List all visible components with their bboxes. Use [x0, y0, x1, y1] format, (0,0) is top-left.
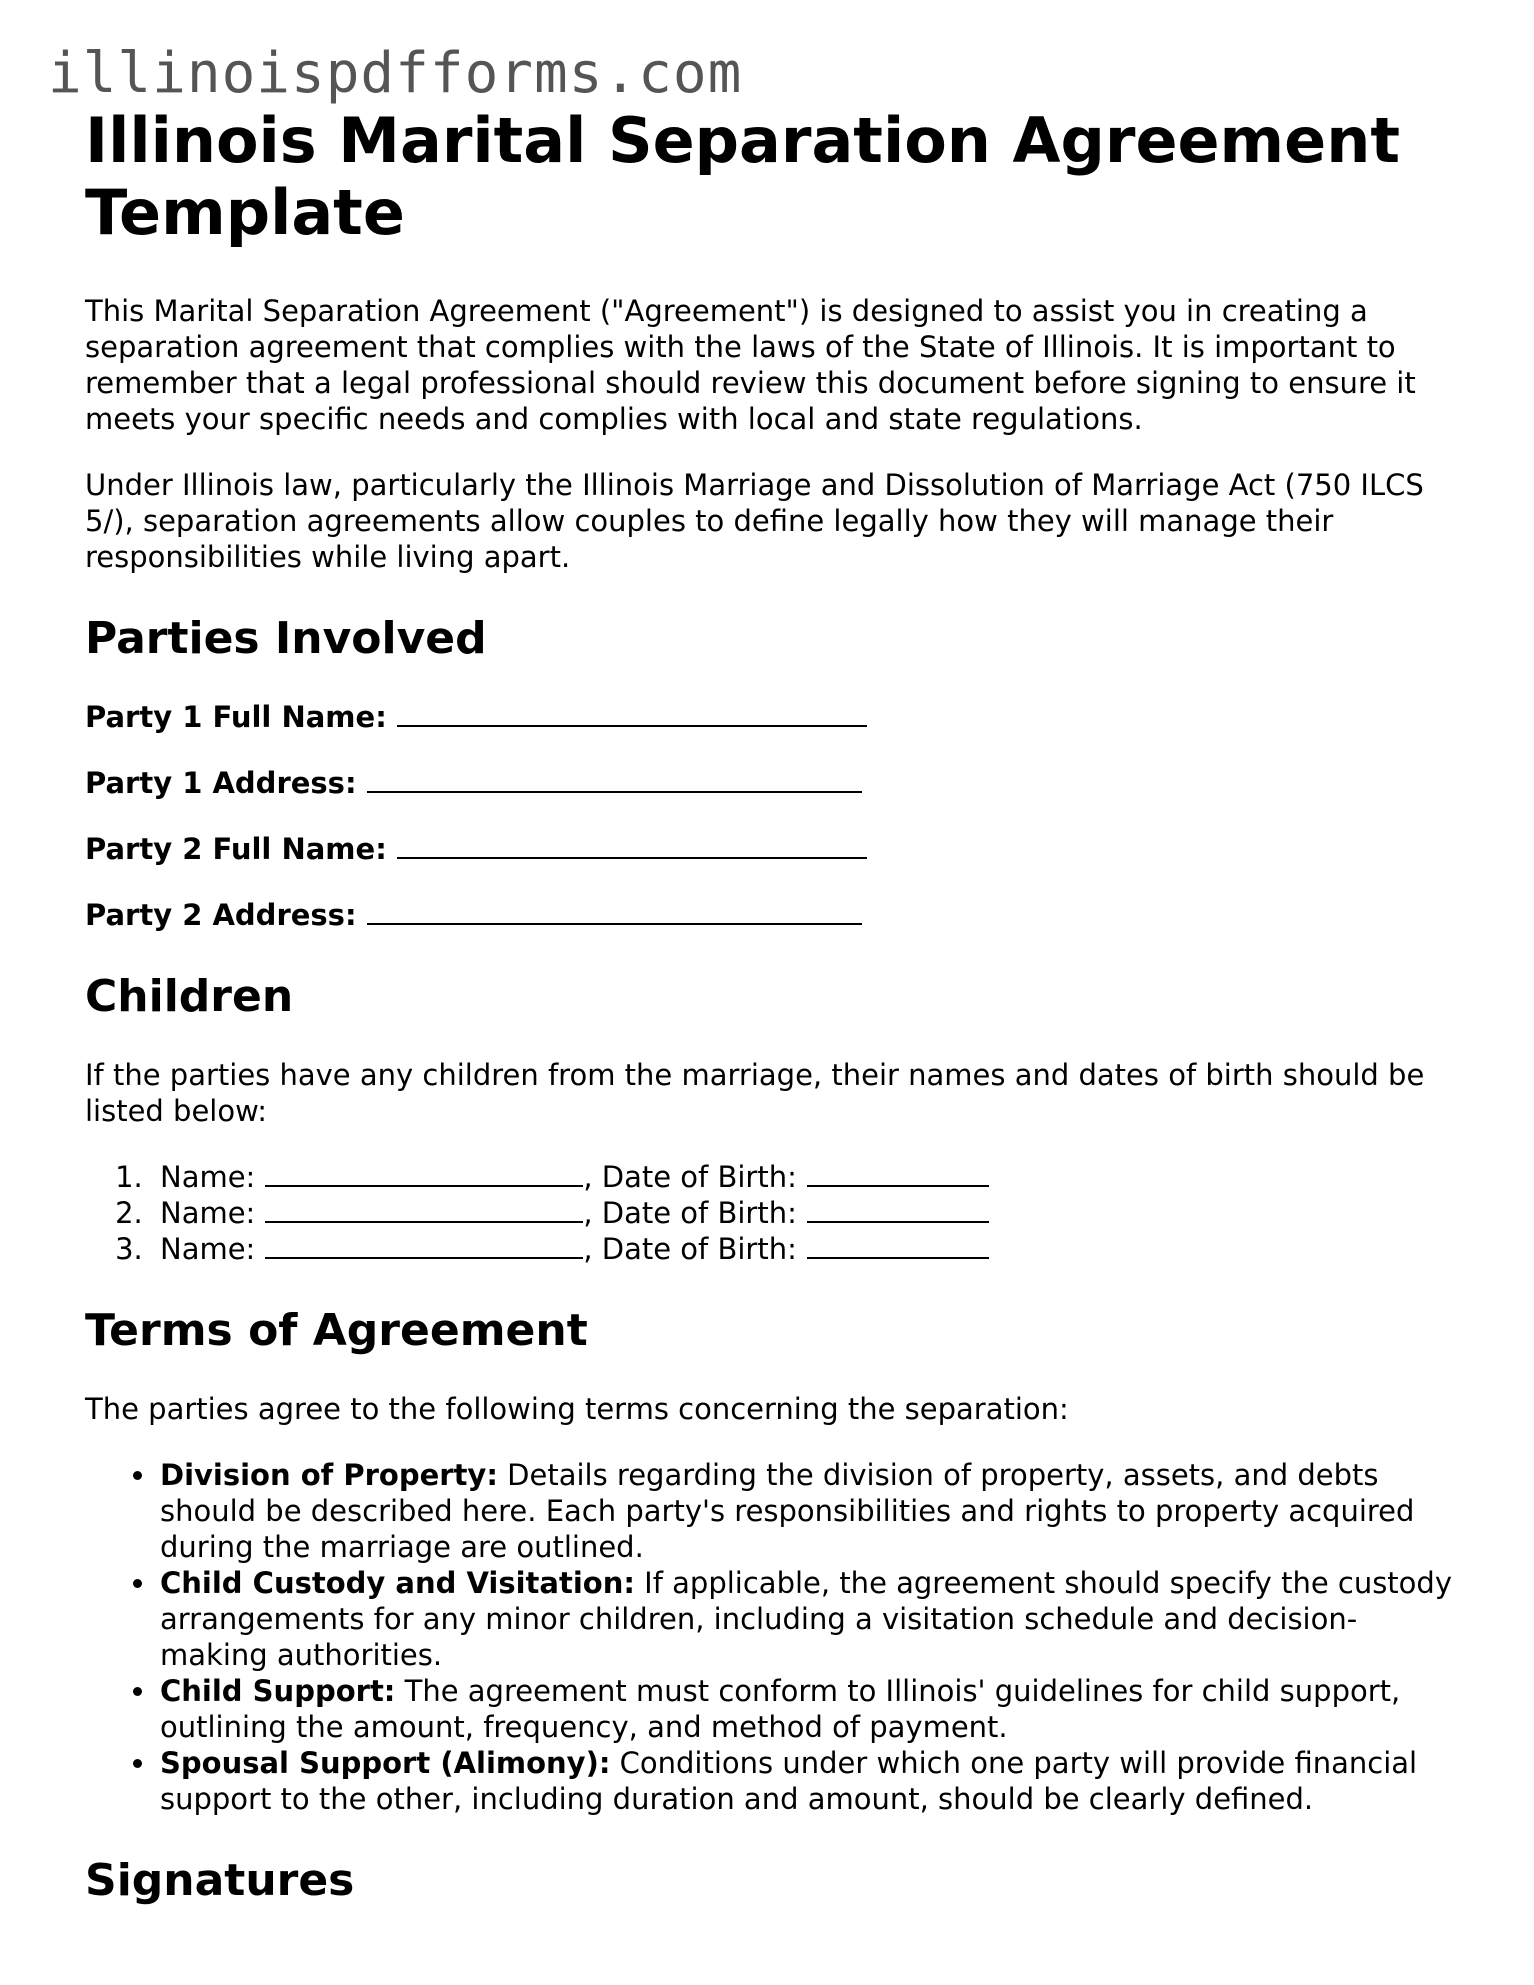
term-text: If applicable, the agreement should specify the custody arrangements for any minor children, including a visitation schedule and decision-making authorities. — [160, 1566, 1452, 1672]
term-label: Division of Property: — [160, 1458, 498, 1492]
child-name-blank[interactable] — [265, 1159, 583, 1187]
term-text: Conditions under which one party will provide financial support to the other, including duration and amount, should be clearly defined. — [160, 1746, 1418, 1816]
terms-intro: The parties agree to the following terms concerning the separation: — [85, 1392, 1069, 1426]
children-list — [85, 1159, 1460, 1267]
children-heading: Children — [85, 971, 294, 1022]
term-text: The agreement must conform to Illinois' guidelines for child support, outlining the amount, frequency, and method of payment. — [160, 1674, 1401, 1744]
term-item — [158, 1745, 1460, 1817]
child-dob-blank[interactable] — [807, 1195, 989, 1223]
terms-heading: Terms of Agreement — [85, 1305, 588, 1356]
document-title: Illinois Marital Separation Agreement Template — [85, 104, 1400, 249]
term-item — [158, 1457, 1460, 1565]
field-label: Party 2 Address: — [85, 898, 357, 932]
child-entry — [152, 1231, 1460, 1267]
child-dob-label: , Date of Birth: — [583, 1232, 797, 1266]
party-1-name-field — [85, 699, 1460, 735]
intro-paragraph: Under Illinois law, particularly the Illinois Marriage and Dissolution of Marriage Act (750 ILCS 5/), separation agreements allow couples to define legally how they will manage their responsibilities while living apart. — [85, 468, 1424, 574]
children-paragraph: If the parties have any children from the marriage, their names and dates of birth should be listed below: — [85, 1058, 1425, 1128]
term-item — [158, 1565, 1460, 1673]
signatures-heading: Signatures — [85, 1855, 355, 1906]
child-dob-label: , Date of Birth: — [583, 1196, 797, 1230]
intro-paragraph: This Marital Separation Agreement ("Agreement") is designed to assist you in creating a separation agreement that complies with the laws of the State of Illinois. It is important to remember that a legal professional should review this document before signing to ensure it meets your specific needs and complies with local and state regulations. — [85, 294, 1416, 436]
child-entry — [152, 1195, 1460, 1231]
field-label: Party 2 Full Name: — [85, 832, 387, 866]
child-dob-label: , Date of Birth: — [583, 1160, 797, 1194]
party-2-name-blank[interactable] — [397, 831, 867, 859]
child-name-label: Name: — [160, 1196, 256, 1230]
child-name-label: Name: — [160, 1232, 256, 1266]
term-label: Child Support: — [160, 1674, 396, 1708]
child-entry — [152, 1159, 1460, 1195]
child-name-label: Name: — [160, 1160, 256, 1194]
party-2-name-field — [85, 831, 1460, 867]
terms-list — [85, 1457, 1460, 1817]
party-1-address-blank[interactable] — [367, 765, 862, 793]
document-page — [85, 105, 1460, 1941]
party-1-name-blank[interactable] — [397, 699, 867, 727]
party-2-address-blank[interactable] — [367, 897, 862, 925]
term-item — [158, 1673, 1460, 1745]
watermark: illinoispdfforms.com — [48, 41, 743, 106]
field-label: Party 1 Full Name: — [85, 700, 387, 734]
child-dob-blank[interactable] — [807, 1231, 989, 1259]
parties-heading: Parties Involved — [85, 613, 487, 664]
term-label: Spousal Support (Alimony): — [160, 1746, 611, 1780]
party-2-address-field — [85, 897, 1460, 933]
field-label: Party 1 Address: — [85, 766, 357, 800]
party-1-address-field — [85, 765, 1460, 801]
term-text: Details regarding the division of property, assets, and debts should be described here. Each party's responsibilities and rights to property acquired during the marriage are outlined. — [160, 1458, 1415, 1564]
child-dob-blank[interactable] — [807, 1159, 989, 1187]
term-label: Child Custody and Visitation: — [160, 1566, 635, 1600]
child-name-blank[interactable] — [265, 1231, 583, 1259]
child-name-blank[interactable] — [265, 1195, 583, 1223]
